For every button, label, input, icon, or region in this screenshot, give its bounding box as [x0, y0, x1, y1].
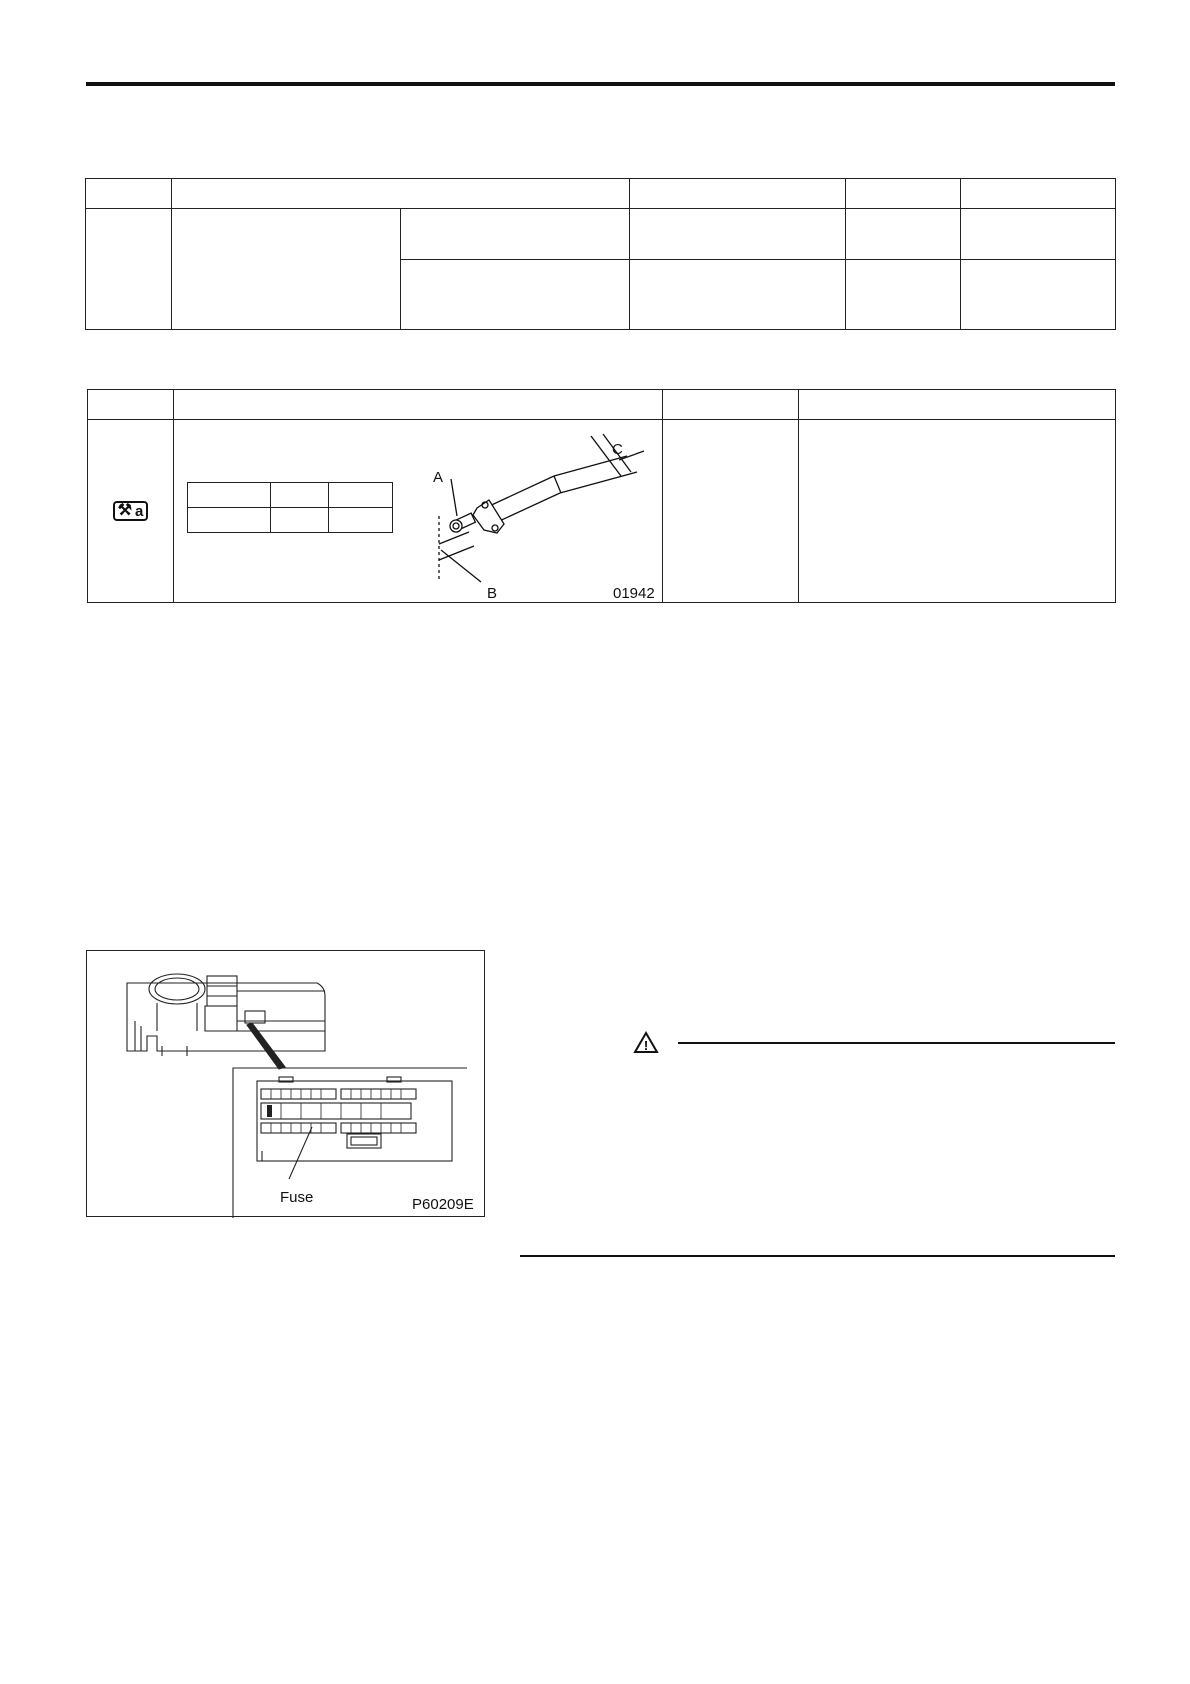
figure-label-c: C	[612, 441, 623, 458]
spec-header-cell	[630, 179, 846, 209]
caution-end-rule	[520, 1255, 1115, 1257]
dimension-cell	[329, 508, 393, 533]
tool-description-cell	[174, 420, 663, 603]
tool-part-number-cell	[663, 420, 799, 603]
tool-header-cell	[88, 390, 174, 420]
tool-badge-letter: a	[135, 502, 144, 520]
table-row	[188, 483, 393, 508]
fuse-diagram	[87, 951, 486, 1218]
spec-header-cell	[846, 179, 961, 209]
figure-id: 01942	[613, 585, 655, 602]
dimension-cell	[188, 483, 271, 508]
header-rule	[86, 82, 1115, 86]
spec-cell	[630, 209, 846, 260]
dimension-cell	[271, 508, 329, 533]
fuse-figure-id: P60209E	[412, 1196, 474, 1213]
spec-header-cell	[961, 179, 1116, 209]
spec-header-cell	[86, 179, 172, 209]
spec-cell	[630, 260, 846, 330]
spec-cell	[961, 260, 1116, 330]
spec-table	[85, 178, 1116, 330]
figure-label-a: A	[433, 469, 444, 486]
spec-cell	[86, 209, 172, 330]
spec-cell	[961, 209, 1116, 260]
tool-header-cell	[174, 390, 663, 420]
spec-cell	[846, 260, 961, 330]
tool-header-cell	[663, 390, 799, 420]
tool-icon-cell	[88, 420, 174, 603]
tool-table	[87, 389, 1116, 603]
fuse-location-figure	[86, 950, 485, 1217]
fuse-callout-label: Fuse	[280, 1189, 314, 1206]
table-row	[88, 420, 1116, 603]
tool-table-header-row	[88, 390, 1116, 420]
dimension-cell	[329, 483, 393, 508]
dimension-table	[187, 482, 393, 533]
tool-drawing	[429, 420, 663, 603]
tool-notes-cell	[799, 420, 1116, 603]
warning-symbol: !	[643, 1038, 649, 1053]
dimension-cell	[271, 483, 329, 508]
spec-cell	[401, 260, 630, 330]
spec-cell	[846, 209, 961, 260]
spec-cell	[401, 209, 630, 260]
figure-label-b: B	[487, 585, 498, 602]
spec-cell	[172, 209, 401, 330]
spec-table-header-row	[86, 179, 1116, 209]
table-row	[188, 508, 393, 533]
wrench-icon: ⚒	[117, 502, 132, 519]
caution-rule	[678, 1042, 1115, 1044]
dimension-cell	[188, 508, 271, 533]
tool-badge	[113, 501, 148, 521]
warning-triangle-icon	[633, 1031, 659, 1055]
spec-header-cell	[172, 179, 630, 209]
tool-header-cell	[799, 390, 1116, 420]
table-row	[86, 209, 1116, 260]
